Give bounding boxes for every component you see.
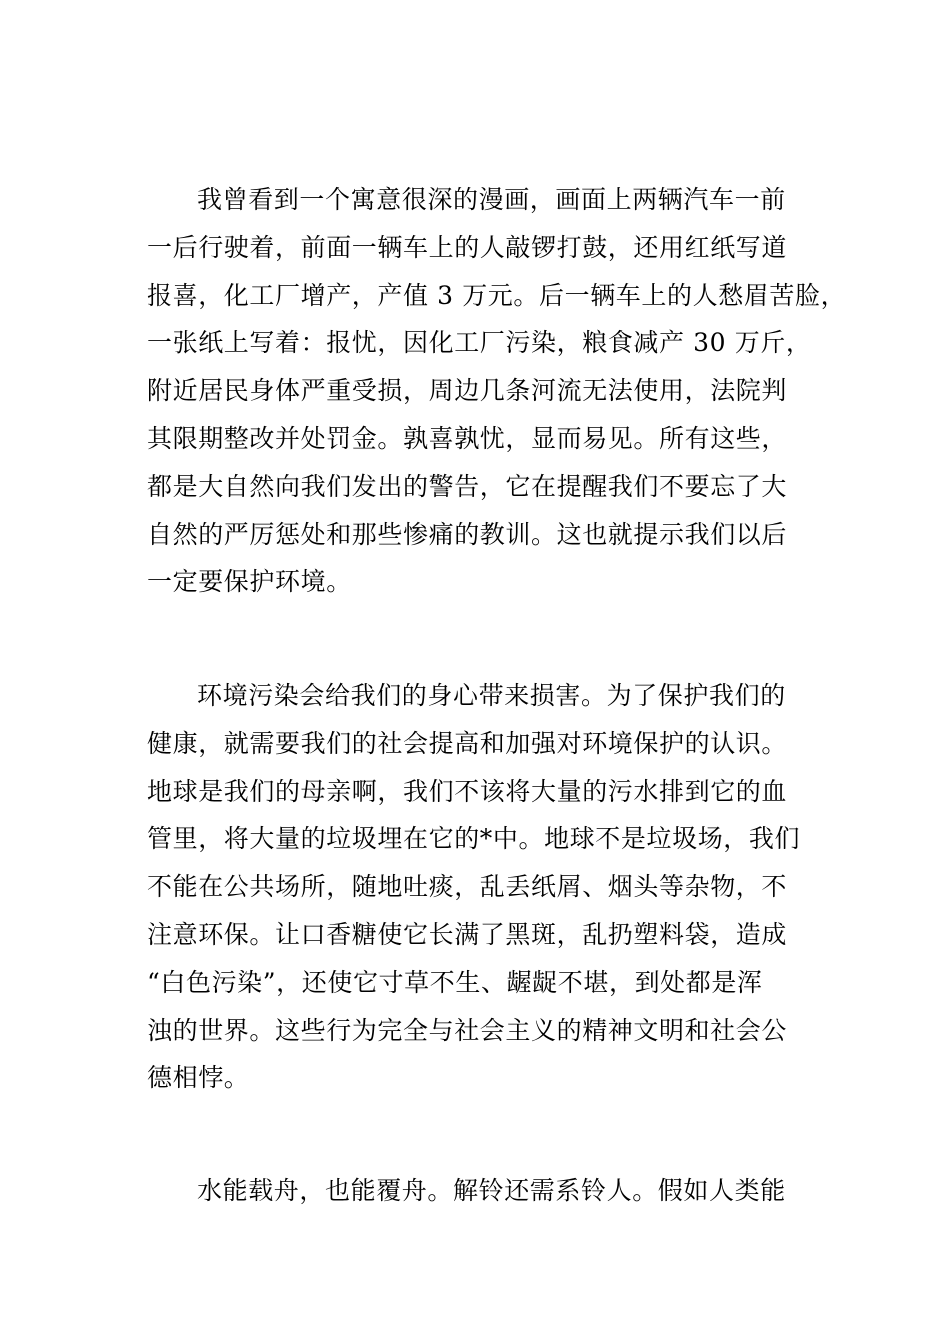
text-line: 报喜，化工厂增产，产值 3 万元。后一辆车上的人愁眉苦脸， (147, 280, 847, 310)
text-line: 管里，将大量的垃圾埋在它的*中。地球不是垃圾场，我们 (147, 824, 801, 854)
text-line: 不能在公共场所，随地吐痰，乱丢纸屑、烟头等杂物，不 (147, 872, 788, 902)
text-line: 地球是我们的母亲啊，我们不该将大量的污水排到它的血 (147, 776, 788, 806)
text-line: 自然的严厉惩处和那些惨痛的教训。这也就提示我们以后 (147, 519, 788, 549)
text-line: 都是大自然向我们发出的警告，它在提醒我们不要忘了大 (147, 471, 788, 501)
text-line: 环境污染会给我们的身心带来损害。为了保护我们的 (197, 681, 786, 710)
text-line: 健康，就需要我们的社会提高和加强对环境保护的认识。 (147, 728, 788, 758)
text-line: 附近居民身体严重受损，周边几条河流无法使用，法院判 (147, 376, 788, 406)
text-line: 一后行驶着，前面一辆车上的人敲锣打鼓，还用红纸写道 (147, 232, 788, 262)
text-line: 一张纸上写着：报忧，因化工厂污染，粮食减产 30 万斤， (147, 328, 812, 358)
paragraph-1 (147, 176, 847, 606)
text-line: 浊的世界。这些行为完全与社会主义的精神文明和社会公 (147, 1015, 788, 1045)
text-line: “白色污染”，还使它寸草不生、龌龊不堪，到处都是浑 (147, 967, 763, 997)
text-line: 德相悖。 (147, 1063, 250, 1093)
text-line: 水能载舟，也能覆舟。解铃还需系铃人。假如人类能 (197, 1176, 786, 1205)
text-line: 注意环保。让口香糖使它长满了黑斑，乱扔塑料袋，造成 (147, 919, 788, 949)
text-line: 我曾看到一个寓意很深的漫画，画面上两辆汽车一前 (197, 185, 786, 214)
paragraph-3 (147, 1167, 827, 1215)
paragraph-2 (147, 672, 827, 1102)
text-line: 一定要保护环境。 (147, 567, 352, 597)
text-line: 其限期整改并处罚金。孰喜孰忧，显而易见。所有这些， (147, 423, 788, 453)
